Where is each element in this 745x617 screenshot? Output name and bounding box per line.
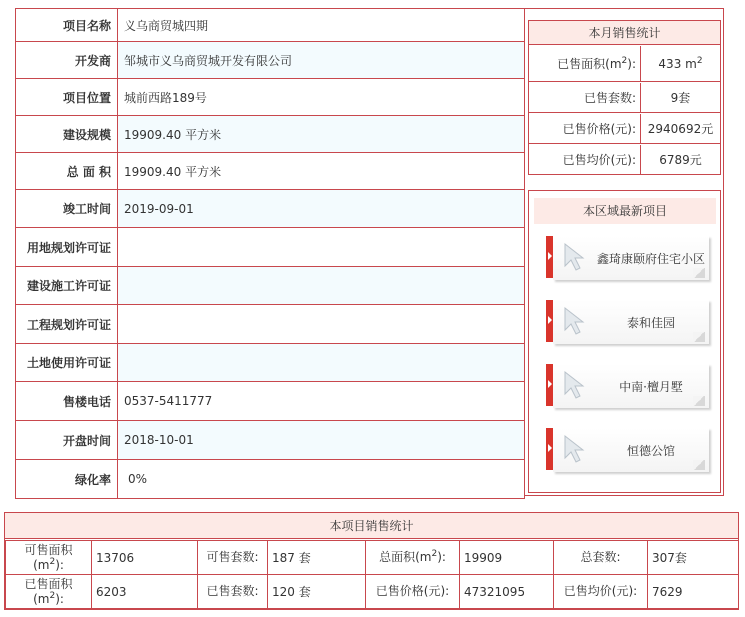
project-sales-table <box>5 540 739 609</box>
sold-area-label: 已售面积 $(m^2)$: <box>6 575 92 609</box>
info-row-total-area <box>16 153 525 190</box>
info-label: 项目名称 <box>16 9 118 42</box>
sales-row-sold <box>6 575 739 609</box>
new-project-card[interactable] <box>546 300 714 350</box>
info-value: 0% <box>118 460 525 499</box>
info-value: 义乌商贸城四期 <box>118 9 525 42</box>
info-value: 2019-09-01 <box>118 190 525 228</box>
monthly-sets-value: 9套 <box>670 91 691 105</box>
info-value: 2018-10-01 <box>118 421 525 460</box>
cursor-arrow-icon <box>563 242 589 272</box>
sold-area-value: 6203 <box>92 575 198 609</box>
project-info-table <box>15 8 525 499</box>
arrow-marker-icon <box>546 428 553 470</box>
info-row-location <box>16 79 525 116</box>
info-row-engineering-permit <box>16 305 525 344</box>
info-row-completion <box>16 190 525 228</box>
sold-avg-label: 已售均价(元): <box>554 575 648 609</box>
monthly-area-label: 已售面积$(m^2)$: <box>529 46 641 82</box>
info-label: 绿化率 <box>16 460 118 499</box>
new-project-card[interactable] <box>546 236 714 286</box>
monthly-price-label: 已售价格(元): <box>529 114 641 144</box>
new-project-card[interactable] <box>546 428 714 478</box>
cursor-arrow-icon <box>563 434 589 464</box>
sold-price-label: 已售价格(元): <box>366 575 460 609</box>
total-sets-label: 总套数: <box>554 541 648 575</box>
monthly-price-row <box>529 114 720 144</box>
info-label: 建设规模 <box>16 116 118 153</box>
info-row-green-rate <box>16 460 525 499</box>
info-value: 19909.40 平方米 <box>118 153 525 190</box>
info-label: 竣工时间 <box>16 190 118 228</box>
cursor-arrow-icon <box>563 306 589 336</box>
info-value <box>118 228 525 267</box>
info-label: 售楼电话 <box>16 382 118 421</box>
info-value: 19909.40 平方米 <box>118 116 525 153</box>
monthly-area-row <box>529 46 720 82</box>
info-label: 工程规划许可证 <box>16 305 118 344</box>
monthly-price-value: 2940692元 <box>647 122 714 136</box>
monthly-avg-row <box>529 145 720 175</box>
monthly-avg-label: 已售均价(元): <box>529 145 641 175</box>
sold-avg-value: 7629 <box>648 575 739 609</box>
info-row-phone <box>16 382 525 421</box>
info-value <box>118 305 525 344</box>
info-row-land-permit <box>16 228 525 267</box>
new-project-name[interactable]: 鑫琦康颐府住宅小区 <box>596 252 705 266</box>
new-projects-title: 本区域最新项目 <box>534 198 716 224</box>
info-label: 开盘时间 <box>16 421 118 460</box>
total-area-value: 19909 <box>460 541 554 575</box>
arrow-marker-icon <box>546 300 553 342</box>
info-row-name <box>16 9 525 42</box>
info-value: 邹城市义乌商贸城开发有限公司 <box>118 42 525 79</box>
info-value <box>118 267 525 305</box>
cursor-arrow-icon <box>563 370 589 400</box>
info-row-opening <box>16 421 525 460</box>
info-value <box>118 344 525 382</box>
info-row-construction-permit <box>16 267 525 305</box>
total-sets-value: 307套 <box>648 541 739 575</box>
sales-row-available <box>6 541 739 575</box>
sold-price-value: 47321095 <box>460 575 554 609</box>
info-row-scale <box>16 116 525 153</box>
project-sales-title: 本项目销售统计 <box>5 513 738 539</box>
monthly-sets-row <box>529 83 720 113</box>
total-area-label: 总面积$(m^2)$: <box>366 541 460 575</box>
info-row-developer <box>16 42 525 79</box>
monthly-sets-label: 已售套数: <box>529 83 641 113</box>
arrow-marker-icon <box>546 364 553 406</box>
monthly-area-value: 433 $m^2$ <box>658 56 703 71</box>
info-label: 开发商 <box>16 42 118 79</box>
sold-sets-label: 已售套数: <box>198 575 268 609</box>
avail-area-value: 13706 <box>92 541 198 575</box>
info-value: 城前西路189号 <box>118 79 525 116</box>
avail-sets-value: 187 套 <box>268 541 366 575</box>
avail-area-label: 可售面积 $(m^2)$: <box>6 541 92 575</box>
monthly-avg-value: 6789元 <box>659 153 702 167</box>
info-label: 项目位置 <box>16 79 118 116</box>
info-value: 0537-5411777 <box>118 382 525 421</box>
info-label: 建设施工许可证 <box>16 267 118 305</box>
sold-sets-value: 120 套 <box>268 575 366 609</box>
new-project-card[interactable] <box>546 364 714 414</box>
new-project-name[interactable]: 泰和佳园 <box>626 316 675 330</box>
info-label: 总 面 积 <box>16 153 118 190</box>
info-row-landuse-permit <box>16 344 525 382</box>
avail-sets-label: 可售套数: <box>198 541 268 575</box>
arrow-marker-icon <box>546 236 553 278</box>
info-label: 用地规划许可证 <box>16 228 118 267</box>
new-project-name[interactable]: 中南·檀月墅 <box>619 380 683 394</box>
monthly-sales-title: 本月销售统计 <box>529 21 720 45</box>
new-project-name[interactable]: 恒德公馆 <box>626 444 675 458</box>
info-label: 土地使用许可证 <box>16 344 118 382</box>
